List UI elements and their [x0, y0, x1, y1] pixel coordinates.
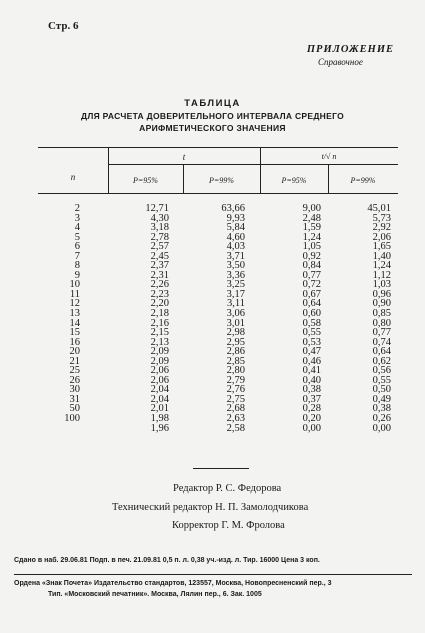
table-cell: 1,24 — [372, 260, 391, 272]
table-cell: 3,17 — [226, 288, 245, 300]
table-cell: 2,79 — [226, 374, 245, 386]
table-cell: 2,31 — [150, 269, 169, 281]
table-cell: 1,24 — [302, 231, 321, 243]
table-cell: 26 — [69, 374, 80, 386]
appendix-title: ПРИЛОЖЕНИЕ — [306, 44, 394, 55]
table-cell: 5 — [74, 231, 80, 243]
table-cell: 2,15 — [150, 327, 169, 339]
table-cell: 31 — [69, 393, 80, 405]
table-cell: 1,03 — [372, 279, 391, 291]
table-cell: 0,85 — [372, 308, 391, 320]
header-t-p99: P=99% — [209, 176, 234, 185]
table-cell: 1,65 — [372, 241, 391, 253]
column-r-p99 — [331, 204, 391, 433]
table-cell: 2,06 — [150, 365, 169, 377]
table-cell: 2,26 — [150, 279, 169, 291]
header-n: n — [70, 172, 76, 182]
table-cell: 2,92 — [372, 222, 391, 234]
table-cell: 0,58 — [302, 317, 321, 329]
table-cell: 4,30 — [150, 212, 169, 224]
table-cell: 2,68 — [226, 403, 245, 415]
table-cell: 0,41 — [302, 365, 321, 377]
table-cell: 0,47 — [302, 346, 321, 358]
table-cell: 5,73 — [372, 212, 391, 224]
table-cell: 1,59 — [302, 222, 321, 234]
table-cell: 3,11 — [227, 298, 245, 310]
table-cell: 0,20 — [302, 413, 321, 425]
table-cell: 2,20 — [150, 298, 169, 310]
appendix-subtitle: Справочное — [318, 57, 363, 67]
table-cell: 2,58 — [226, 422, 245, 434]
table-cell: 0,46 — [302, 355, 321, 367]
table-cell: 6 — [74, 241, 80, 253]
table-cell: 13 — [69, 308, 80, 320]
table-cell: 0,00 — [372, 422, 391, 434]
header-r-p95: P=95% — [281, 176, 307, 185]
table-cell: 1,40 — [372, 250, 391, 262]
table-cell: 0,72 — [302, 279, 321, 291]
table-cell: 2,98 — [226, 327, 245, 339]
table-cell: 2,01 — [150, 403, 169, 415]
table-cell: 9 — [74, 269, 80, 281]
table-cell: 3,18 — [150, 222, 169, 234]
table-cell: 3 — [74, 212, 80, 224]
table-cell: 20 — [69, 346, 80, 358]
table-cell: 0,49 — [372, 393, 391, 405]
table-cell: 0,62 — [372, 355, 391, 367]
header-sub-rule — [108, 164, 398, 165]
table-cell: 2,76 — [226, 384, 245, 396]
table-cell: 45,01 — [367, 203, 391, 214]
table-cell: 0,28 — [302, 403, 321, 415]
table-cell: 100 — [64, 413, 80, 425]
table-cell: 63,66 — [221, 203, 245, 214]
table-cell: 1,05 — [302, 241, 321, 253]
header-r-p99: P=99% — [350, 176, 376, 185]
table-cell: 0,38 — [302, 384, 321, 396]
header-t: t — [182, 152, 186, 162]
table-cell: 0,60 — [302, 308, 321, 320]
table-cell: 21 — [69, 355, 80, 367]
table-title: ТАБЛИЦА — [184, 98, 241, 109]
table-cell: 2,06 — [150, 374, 169, 386]
table-cell: 0,67 — [302, 288, 321, 300]
table-cell: 2,80 — [226, 365, 245, 377]
table-cell: 2,06 — [372, 231, 391, 243]
table-cell: 2,13 — [150, 336, 169, 348]
table-cell: 2,09 — [150, 355, 169, 367]
table-cell: 0,55 — [302, 327, 321, 339]
table-cell: 9,00 — [302, 203, 321, 214]
table-cell: 2,23 — [150, 288, 169, 300]
end-rule — [193, 468, 249, 469]
table-cell: 25 — [69, 365, 80, 377]
table-cell: 2,57 — [150, 241, 169, 253]
table-cell: 16 — [69, 336, 80, 348]
table-cell: 2,63 — [226, 413, 245, 425]
table-title-line-3: АРИФМЕТИЧЕСКОГО ЗНАЧЕНИЯ — [139, 123, 286, 133]
table-cell: 50 — [69, 403, 80, 415]
table-cell: 0,38 — [372, 403, 391, 415]
table-cell: 0,90 — [372, 298, 391, 310]
header-bottom-rule — [38, 193, 398, 194]
table-cell: 3,01 — [226, 317, 245, 329]
table-cell: 2,48 — [302, 212, 321, 224]
table-cell: 2,18 — [150, 308, 169, 320]
table-top-rule — [38, 147, 398, 148]
table-cell: 2,37 — [150, 260, 169, 272]
table-cell: 1,96 — [150, 422, 169, 434]
table-cell: 0,55 — [372, 374, 391, 386]
table-cell: 2,16 — [150, 317, 169, 329]
table-cell: 0,53 — [302, 336, 321, 348]
table-cell: 3,25 — [226, 279, 245, 291]
table-cell: 2,45 — [150, 250, 169, 262]
header-t-sqrt-n: t/√ n — [321, 152, 337, 161]
table-cell: 2,95 — [226, 336, 245, 348]
editor-credit: Редактор Р. С. Федорова — [173, 483, 282, 494]
table-cell: 2,04 — [150, 384, 169, 396]
page-number: Стр. 6 — [48, 20, 79, 32]
corrector-credit: Корректор Г. М. Фролова — [172, 520, 285, 531]
table-cell: 3,06 — [226, 308, 245, 320]
imprint-printer: Тип. «Московский печатник». Москва, Лялин пер., 6. Зак. 1005 — [48, 591, 262, 598]
table-cell: 8 — [74, 260, 80, 272]
table-cell: 9,93 — [226, 212, 245, 224]
table-cell: 30 — [69, 384, 80, 396]
table-cell: 5,84 — [226, 222, 245, 234]
table-cell: 0,77 — [302, 269, 321, 281]
table-cell: 3,71 — [226, 250, 245, 262]
header-t-p95: P=95% — [133, 176, 158, 185]
tech-editor-credit: Технический редактор Н. П. Замолодчикова — [112, 502, 309, 513]
table-cell: 4 — [74, 222, 80, 234]
imprint-rule — [14, 574, 412, 575]
table-cell: 4,03 — [226, 241, 245, 253]
imprint-publisher: Ордена «Знак Почета» Издательство стандартов, 123557, Москва, Новопресненский пер., 3 — [14, 580, 332, 587]
table-cell: 1,12 — [372, 269, 391, 281]
table-cell — [20, 424, 80, 434]
table-cell: 12 — [69, 298, 80, 310]
table-cell: 0,80 — [372, 317, 391, 329]
table-cell: 0,56 — [372, 365, 391, 377]
table-cell: 10 — [69, 279, 80, 291]
table-cell: 0,64 — [302, 298, 321, 310]
table-cell: 2,09 — [150, 346, 169, 358]
table-cell: 0,74 — [372, 336, 391, 348]
table-cell: 15 — [69, 327, 80, 339]
table-cell: 3,36 — [226, 269, 245, 281]
table-cell: 7 — [74, 250, 80, 262]
table-cell: 0,64 — [372, 346, 391, 358]
table-cell: 12,71 — [145, 203, 169, 214]
table-cell: 0,77 — [372, 327, 391, 339]
table-cell: 0,96 — [372, 288, 391, 300]
table-cell: 0,50 — [372, 384, 391, 396]
table-cell: 0,84 — [302, 260, 321, 272]
table-cell: 11 — [69, 288, 80, 300]
table-cell: 2,86 — [226, 346, 245, 358]
table-cell: 2,78 — [150, 231, 169, 243]
table-cell: 0,00 — [302, 422, 321, 434]
column-t-p95 — [109, 204, 169, 433]
table-cell: 3,50 — [226, 260, 245, 272]
table-title-line-2: ДЛЯ РАСЧЕТА ДОВЕРИТЕЛЬНОГО ИНТЕРВАЛА СРЕДНЕГО — [80, 111, 345, 121]
imprint-print-details: Сдано в наб. 29.06.81 Подп. в печ. 21.09.81 0,5 п. л. 0,38 уч.-изд. л. Тир. 16000 Цена 3 коп. — [14, 557, 320, 564]
table-cell: 0,40 — [302, 374, 321, 386]
table-cell: 0,37 — [302, 393, 321, 405]
table-cell: 2 — [74, 203, 80, 214]
column-t-p99 — [185, 204, 245, 433]
table-cell: 1,98 — [150, 413, 169, 425]
table-cell: 2,75 — [226, 393, 245, 405]
table-cell: 0,26 — [372, 413, 391, 425]
table-cell: 0,92 — [302, 250, 321, 262]
column-n — [20, 204, 80, 433]
table-cell: 2,04 — [150, 393, 169, 405]
table-cell: 14 — [69, 317, 80, 329]
table-cell: 4,60 — [226, 231, 245, 243]
table-cell: 2,85 — [226, 355, 245, 367]
column-r-p95 — [261, 204, 321, 433]
